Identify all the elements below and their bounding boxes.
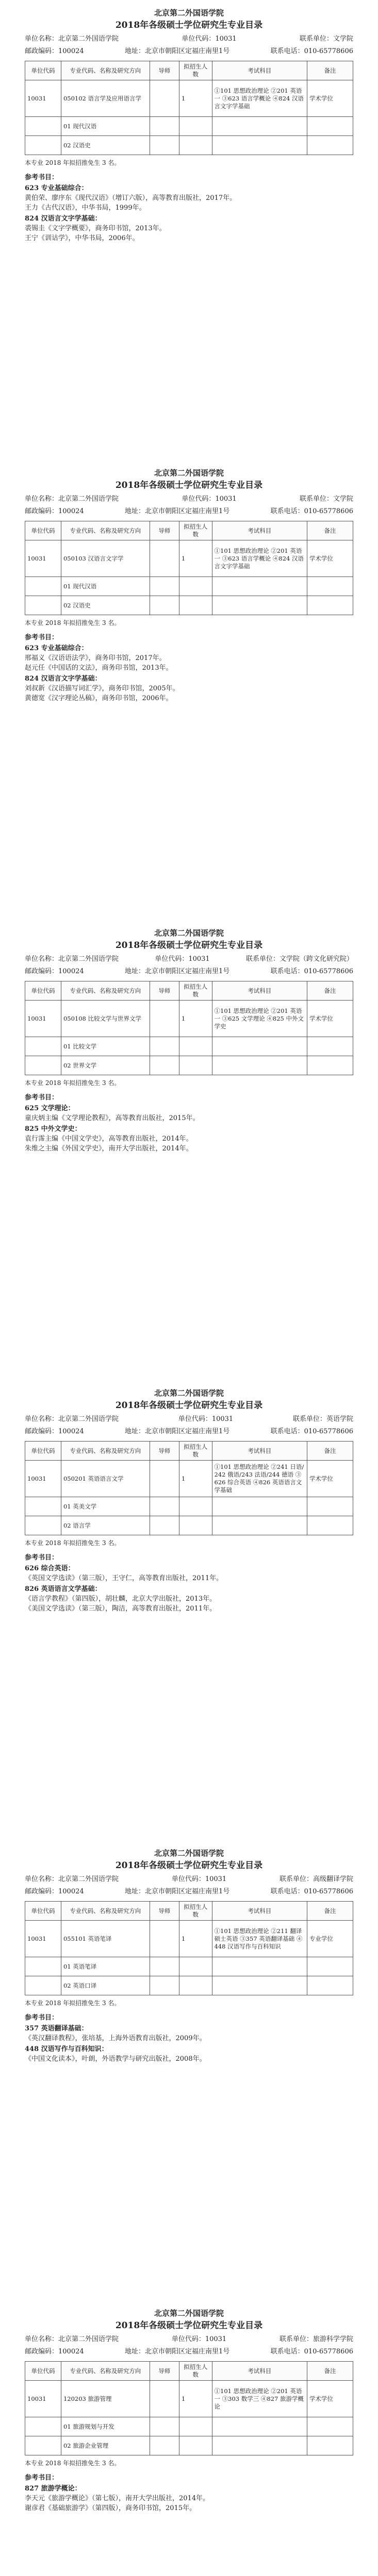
column-header: 导师 [150,981,179,1001]
column-header: 备注 [307,521,353,540]
table-cell [212,1516,307,1535]
table-row [25,117,353,136]
table-cell: ①101 思想政治理论 ②201 英语一 ③303 数学三 ④827 旅游学概论 [212,2381,307,2417]
table-cell [307,1037,353,1056]
column-header: 考试科目 [212,1442,307,1461]
address-row [25,46,353,57]
table-cell [307,596,353,615]
address-row [25,506,353,517]
table-cell [212,1957,307,1976]
reference-line: 裘锡圭《文字学概要》，商务印书馆，2013年。 [25,225,166,232]
table-cell: 1 [179,1001,212,1037]
table-cell: 02 旅游企业管理 [61,2436,150,2455]
contact-unit: 联系单位：高级翻译学院 [279,1875,353,1883]
table-cell: 120203 旅游管理 [61,2381,150,2417]
unit-info-row [25,1874,353,1885]
table-row [25,1516,353,1535]
table-cell [150,80,179,117]
reference-line: 《语言学教程》（第四版），胡壮麟，北京大学出版社，2013年。 [25,1595,217,1603]
table-cell [25,1976,61,1995]
reference-line: 623 专业基础综合： [25,645,88,652]
table-cell [25,577,61,596]
dept-name: 单位名称：北京第二外国语学院 [25,1415,119,1423]
column-header: 备注 [307,61,353,80]
dept-name: 单位名称：北京第二外国语学院 [25,1875,119,1883]
catalog-title: 2018年各级硕士学位研究生专业目录 [115,20,263,30]
column-header: 单位代码 [25,61,61,80]
table-footnote: 本专业 2018 年拟招推免生 3 名。 [25,2460,121,2467]
column-header: 单位代码 [25,1442,61,1461]
catalog-section [0,2300,378,2576]
unit-info-row [25,954,353,964]
catalog-section [0,920,378,1384]
column-header: 导师 [150,2362,179,2381]
program-table [25,2361,353,2455]
table-cell: 01 英语笔译 [61,1957,150,1976]
table-cell [150,1056,179,1075]
table-cell [150,1037,179,1056]
table-cell [150,1957,179,1976]
table-cell: 050103 汉语言文字学 [61,540,150,577]
table-cell: 02 汉语史 [61,596,150,615]
table-cell [150,1516,179,1535]
column-header: 拟招生人数 [179,521,212,540]
table-footnote: 本专业 2018 年拟招推免生 3 名。 [25,1539,121,1547]
table-cell: 专业学位 [307,1921,353,1957]
reference-line: 赵元任《中国话的文法》，商务印书馆，2013年。 [25,664,173,672]
table-row [25,577,353,596]
table-row [25,1497,353,1516]
table-row [25,2417,353,2436]
column-header: 拟招生人数 [179,1442,212,1461]
unit-code: 单位代码：10031 [182,495,237,503]
program-table [25,1441,353,1535]
table-footnote: 本专业 2018 年拟招推免生 3 名。 [25,1999,121,2007]
reference-line: 朱维之主编《外国文学史》，南开大学出版社，2014年。 [25,1145,193,1153]
column-header: 单位代码 [25,2362,61,2381]
unit-code: 单位代码：10031 [155,955,210,963]
table-cell [212,1976,307,1995]
table-cell: 学术学位 [307,2381,353,2417]
table-cell: 1 [179,1461,212,1497]
table-cell [150,596,179,615]
table-cell [25,136,61,155]
table-cell [25,596,61,615]
table-cell: ①101 思想政治理论 ②201 英语一 ③623 语言学概论 ④824 汉语言文字学基础 [212,540,307,577]
phone: 联系电话：010-65778606 [270,507,353,515]
table-cell: 02 语言学 [61,1516,150,1535]
unit-info-row [25,494,353,504]
table-cell [150,2417,179,2436]
catalog-section [0,1380,378,1844]
dept-name: 单位名称：北京第二外国语学院 [25,955,119,963]
zip-code: 邮政编码：100024 [25,2348,84,2355]
table-cell [179,596,212,615]
reference-line: 825 中外文学史： [25,1125,81,1133]
table-row [25,2381,353,2417]
table-cell: ①101 思想政治理论 ②201 英语一 ③623 语言学概论 ④824 汉语言文字学基础 [212,80,307,117]
table-cell: 1 [179,2381,212,2417]
catalog-title: 2018年各级硕士学位研究生专业目录 [115,2320,263,2331]
table-cell: 01 现代汉语 [61,577,150,596]
reference-line: 623 专业基础综合： [25,184,88,192]
table-cell [307,1056,353,1075]
column-header: 拟招生人数 [179,1902,212,1921]
table-footnote: 本专业 2018 年拟招推免生 3 名。 [25,1079,121,1087]
table-header-row [25,1442,353,1461]
reference-line: 参考书目： [25,1094,59,1101]
reference-line: 《英汉翻译教程》，张培基，上海外语教育出版社，2009年。 [25,2035,206,2042]
table-cell: 02 汉语史 [61,136,150,155]
table-cell [179,1056,212,1075]
address-row [25,1887,353,1897]
table-row [25,540,353,577]
zip-code: 邮政编码：100024 [25,968,84,975]
column-header: 考试科目 [212,61,307,80]
table-cell [307,1976,353,1995]
catalog-title: 2018年各级硕士学位研究生专业目录 [115,1400,263,1411]
phone: 联系电话：010-65778606 [270,1888,353,1895]
reference-list [25,2473,353,2513]
table-cell: 02 英语口译 [61,1976,150,1995]
column-header: 单位代码 [25,981,61,1001]
column-header: 备注 [307,1442,353,1461]
contact-unit: 联系单位：旅游科学学院 [279,2335,353,2343]
table-cell [179,1976,212,1995]
table-cell [179,1516,212,1535]
table-cell: 10031 [25,1001,61,1037]
reference-line: 824 汉语言文字学基础： [25,675,102,683]
reference-line: 参考书目： [25,634,59,641]
table-cell [150,1921,179,1957]
column-header: 专业代码、名称及研究方向 [61,2362,150,2381]
reference-line: 《美国文学选读》（第三版），陶洁，高等教育出版社，2011年。 [25,1605,217,1613]
zip-code: 邮政编码：100024 [25,47,84,55]
table-cell [212,596,307,615]
column-header: 考试科目 [212,521,307,540]
table-cell: 02 世界文学 [61,1056,150,1075]
unit-code: 单位代码：10031 [171,1875,227,1883]
unit-info-row [25,1414,353,1425]
table-cell: 10031 [25,1921,61,1957]
table-row [25,596,353,615]
reference-line: 357 英语翻译基础： [25,2025,88,2032]
reference-line: 参考书目： [25,2014,59,2022]
column-header: 考试科目 [212,981,307,1001]
table-cell: 学术学位 [307,540,353,577]
reference-list [25,2013,353,2064]
reference-line: 王力《古代汉语》，中华书局，1999年。 [25,204,146,212]
school-title: 北京第二外国语学院 [154,2309,224,2318]
table-cell [150,2436,179,2455]
table-cell [25,117,61,136]
catalog-title: 2018年各级硕士学位研究生专业目录 [115,480,263,490]
column-header: 拟招生人数 [179,981,212,1001]
table-cell: 01 旅游规划与开发 [61,2417,150,2436]
program-table [25,521,353,615]
table-cell [212,1056,307,1075]
unit-code: 单位代码：10031 [178,1415,234,1423]
column-header: 导师 [150,1442,179,1461]
reference-list [25,1093,353,1154]
column-header: 单位代码 [25,1902,61,1921]
table-cell [179,1957,212,1976]
unit-code: 单位代码：10031 [182,35,237,43]
table-row [25,2436,353,2455]
table-cell [307,1497,353,1516]
catalog-section [0,0,378,464]
table-row [25,80,353,117]
address-row [25,1427,353,1437]
table-cell: 1 [179,80,212,117]
reference-line: 626 综合英语： [25,1565,75,1572]
table-footnote: 本专业 2018 年拟招推免生 3 名。 [25,619,121,626]
column-header: 专业代码、名称及研究方向 [61,981,150,1001]
reference-line: 谢彦君《基础旅游学》（第四版），商务印书馆，2015年。 [25,2504,196,2512]
table-cell: 1 [179,540,212,577]
table-cell [307,2417,353,2436]
reference-line: 参考书目： [25,174,59,181]
table-cell [25,1037,61,1056]
table-cell [212,2417,307,2436]
table-cell: ①101 思想政治理论 ②241 日语/242 俄语/243 法语/244 德语 ③626 综合英语 ④826 英语语言文学基础 [212,1461,307,1497]
column-header: 备注 [307,981,353,1001]
school-title: 北京第二外国语学院 [154,1388,224,1398]
contact-unit: 联系单位：英语学院 [292,1415,353,1423]
reference-list [25,633,353,703]
table-cell [307,1957,353,1976]
reference-line: 黄德宽《汉字理论丛稿》，商务印书馆，2006年。 [25,694,173,702]
table-cell [150,540,179,577]
table-row [25,1921,353,1957]
table-row [25,1461,353,1497]
dept-name: 单位名称：北京第二外国语学院 [25,2335,119,2343]
phone: 联系电话：010-65778606 [270,2348,353,2355]
reference-line: 《中国文化读本》，叶朗，外语教学与研究出版社，2008年。 [25,2055,206,2063]
contact-unit: 联系单位：文学院（跨文化研究院） [245,955,353,963]
column-header: 导师 [150,61,179,80]
column-header: 专业代码、名称及研究方向 [61,61,150,80]
table-cell [212,136,307,155]
table-cell: 10031 [25,2381,61,2417]
catalog-section [0,460,378,924]
table-cell [307,2436,353,2455]
zip-code: 邮政编码：100024 [25,1888,84,1895]
address: 地址：北京市朝阳区定福庄南里1号 [124,1888,230,1895]
address: 地址：北京市朝阳区定福庄南里1号 [124,968,230,975]
table-cell: 1 [179,1921,212,1957]
program-table [25,61,353,155]
zip-code: 邮政编码：100024 [25,1428,84,1435]
catalog-title: 2018年各级硕士学位研究生专业目录 [115,1860,263,1871]
address: 地址：北京市朝阳区定福庄南里1号 [124,2348,230,2355]
table-cell [150,1976,179,1995]
table-cell: 10031 [25,80,61,117]
address: 地址：北京市朝阳区定福庄南里1号 [124,1428,230,1435]
table-row [25,1056,353,1075]
zip-code: 邮政编码：100024 [25,507,84,515]
program-table [25,981,353,1075]
table-cell [212,577,307,596]
table-cell [25,1957,61,1976]
table-cell: ①101 思想政治理论 ②201 英语一 ③625 文学理论 ④825 中外文学史 [212,1001,307,1037]
reference-line: 黄伯荣、廖序东《现代汉语》（增订六版），高等教育出版社，2017年。 [25,194,237,202]
dept-name: 单位名称：北京第二外国语学院 [25,495,119,503]
address-row [25,967,353,977]
school-title: 北京第二外国语学院 [154,1849,224,1858]
contact-unit: 联系单位：文学院 [299,495,353,503]
table-cell: 01 英美文学 [61,1497,150,1516]
table-cell [150,2381,179,2417]
table-header-row [25,2362,353,2381]
table-footnote: 本专业 2018 年拟招推免生 3 名。 [25,159,121,166]
table-cell: 055101 英语笔译 [61,1921,150,1957]
contact-unit: 联系单位：文学院 [299,35,353,43]
table-cell [212,2436,307,2455]
reference-line: 童庆炳主编《文学理论教程》，高等教育出版社，2015年。 [25,1114,200,1122]
school-title: 北京第二外国语学院 [154,928,224,938]
reference-line: 邢福义《汉语语法学》，商务印书馆，2017年。 [25,654,166,662]
phone: 联系电话：010-65778606 [270,47,353,55]
table-cell [150,117,179,136]
column-header: 专业代码、名称及研究方向 [61,521,150,540]
reference-line: 625 文学理论： [25,1105,75,1112]
reference-line: 刘叔新《汉语描写词汇学》，商务印书馆，2005年。 [25,685,179,692]
catalog-section [0,1840,378,2304]
table-header-row [25,1902,353,1921]
table-cell [150,577,179,596]
table-cell [150,1461,179,1497]
table-row [25,1001,353,1037]
table-row [25,1037,353,1056]
table-header-row [25,521,353,540]
table-cell: 050102 语言学及应用语言学 [61,80,150,117]
table-cell: 01 比较文学 [61,1037,150,1056]
table-cell [150,136,179,155]
table-cell [307,577,353,596]
table-cell [179,577,212,596]
reference-line: 参考书目： [25,1554,59,1562]
reference-line: 826 英语语言文学基础： [25,1585,102,1593]
column-header: 专业代码、名称及研究方向 [61,1442,150,1461]
table-row [25,1976,353,1995]
column-header: 拟招生人数 [179,2362,212,2381]
table-cell: 学术学位 [307,1461,353,1497]
table-cell [179,117,212,136]
table-cell [212,1497,307,1516]
reference-line: 李天元《旅游学概论》（第七版），南开大学出版社，2014年。 [25,2495,210,2502]
reference-list [25,173,353,243]
school-title: 北京第二外国语学院 [154,8,224,18]
phone: 联系电话：010-65778606 [270,1428,353,1435]
unit-info-row [25,34,353,44]
table-cell: 学术学位 [307,1001,353,1037]
table-cell [25,2436,61,2455]
reference-line: 《英国文学选读》（第三版），王守仁，高等教育出版社，2011年。 [25,1574,223,1582]
table-header-row [25,61,353,80]
reference-list [25,1553,353,1614]
column-header: 备注 [307,1902,353,1921]
phone: 联系电话：010-65778606 [270,968,353,975]
table-cell [179,2436,212,2455]
catalog-title: 2018年各级硕士学位研究生专业目录 [115,940,263,951]
table-cell [25,2417,61,2436]
column-header: 导师 [150,1902,179,1921]
table-cell: 050201 英语语言文学 [61,1461,150,1497]
table-row [25,1957,353,1976]
address: 地址：北京市朝阳区定福庄南里1号 [124,507,230,515]
reference-line: 824 汉语言文字学基础： [25,215,102,223]
table-cell [307,117,353,136]
table-cell [307,136,353,155]
column-header: 专业代码、名称及研究方向 [61,1902,150,1921]
table-cell: 050108 比较文学与世界文学 [61,1001,150,1037]
unit-code: 单位代码：10031 [171,2335,227,2343]
table-cell: 学术学位 [307,80,353,117]
program-table [25,1901,353,1995]
dept-name: 单位名称：北京第二外国语学院 [25,35,119,43]
column-header: 拟招生人数 [179,61,212,80]
column-header: 备注 [307,2362,353,2381]
column-header: 考试科目 [212,1902,307,1921]
address-row [25,2347,353,2357]
table-header-row [25,981,353,1001]
table-cell [179,1497,212,1516]
table-cell: 10031 [25,540,61,577]
reference-line: 王宁《训诂学》，中华书局，2006年。 [25,234,139,242]
table-cell: ①101 思想政治理论 ②211 翻译硕士英语 ③357 英语翻译基础 ④448 汉语写作与百科知识 [212,1921,307,1957]
reference-line: 袁行霈主编《中国文学史》，高等教育出版社，2014年。 [25,1135,193,1143]
school-title: 北京第二外国语学院 [154,468,224,478]
column-header: 单位代码 [25,521,61,540]
table-cell [212,117,307,136]
table-cell: 10031 [25,1461,61,1497]
reference-line: 448 汉语写作与百科知识： [25,2045,108,2053]
table-cell [25,1497,61,1516]
table-cell [25,1516,61,1535]
table-cell [25,1056,61,1075]
table-cell [179,1037,212,1056]
table-row [25,136,353,155]
address: 地址：北京市朝阳区定福庄南里1号 [124,47,230,55]
column-header: 导师 [150,521,179,540]
table-cell: 01 现代汉语 [61,117,150,136]
table-cell [179,2417,212,2436]
column-header: 考试科目 [212,2362,307,2381]
table-cell [150,1001,179,1037]
table-cell [179,136,212,155]
table-cell [307,1516,353,1535]
reference-line: 参考书目： [25,2474,59,2482]
unit-info-row [25,2334,353,2345]
reference-line: 827 旅游学概论： [25,2485,81,2493]
table-cell [212,1037,307,1056]
table-cell [150,1497,179,1516]
